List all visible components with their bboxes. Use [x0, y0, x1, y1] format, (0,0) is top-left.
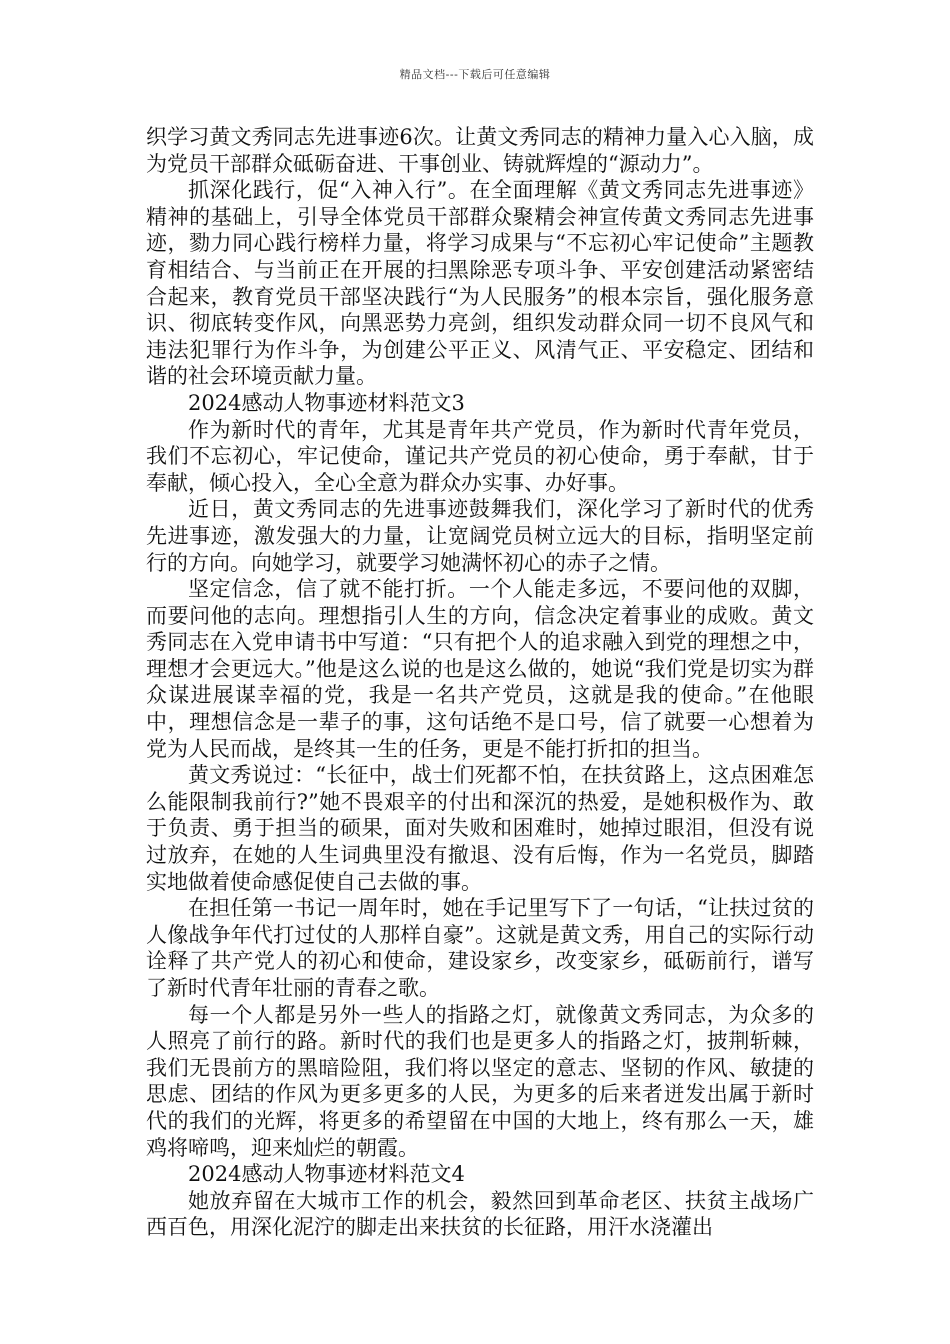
document-body — [146, 124, 814, 1241]
paragraph: 作为新时代的青年，尤其是青年共产党员，作为新时代青年党员，我们不忘初心，牢记使命，谨记共产党员的初心使命，勇于奉献，甘于奉献，倾心投入，全心全意为群众办实事、办好事。 — [146, 417, 814, 495]
paragraph: 在担任第一书记一周年时，她在手记里写下了一句话，“让扶过贫的人像战争年代打过仗的人那样自豪”。这就是黄文秀，用自己的实际行动诠释了共产党人的初心和使命，建设家乡，改变家乡，砥砺前行，谱写了新时代青年壮丽的青春之歌。 — [146, 896, 814, 1000]
paragraph: 织学习黄文秀同志先进事迹6次。让黄文秀同志的精神力量入心入脑，成为党员干部群众砥砺奋进、干事创业、铸就辉煌的“源动力”。 — [146, 125, 814, 176]
section-heading: 2024感动人物事迹材料范文3 — [188, 390, 465, 415]
section-heading: 2024感动人物事迹材料范文4 — [188, 1162, 465, 1187]
paragraph: 她放弃留在大城市工作的机会，毅然回到革命老区、扶贫主战场广西百色，用深化泥泞的脚走出来扶贫的长征路，用汗水浇灌出 — [146, 1188, 814, 1240]
paragraph: 坚定信念，信了就不能打折。一个人能走多远，不要问他的双脚，而要问他的志向。理想指引人生的方向，信念决定着事业的成败。黄文秀同志在入党申请书中写道：“只有把个人的追求融入到党的理想之中，理想才会更远大。”他是这么说的也是这么做的，她说“我们党是切实为群众谋进展谋幸福的党，我是一名共产党员，这就是我的使命。”在他眼中，理想信念是一辈子的事，这句话绝不是口号，信了就要一心想着为党为人民而战，是终其一生的任务，更是不能打折扣的担当。 — [146, 577, 814, 761]
paragraph: 黄文秀说过：“长征中，战士们死都不怕，在扶贫路上，这点困难怎么能限制我前行?”她不畏艰辛的付出和深沉的热爱，是她积极作为、敢于负责、勇于担当的硕果，面对失败和困难时，她掉过眼泪，但没有说过放弃，在她的人生词典里没有撤退、没有后悔，作为一名党员，脚踏实地做着使命感促使自己去做的事。 — [146, 763, 814, 894]
paragraph: 近日，黄文秀同志的先进事迹鼓舞我们，深化学习了新时代的优秀先进事迹，激发强大的力量，让宽阔党员树立远大的目标，指明坚定前行的方向。向她学习，就要学习她满怀初心的赤子之情。 — [146, 497, 814, 575]
paragraph: 每一个人都是另外一些人的指路之灯，就像黄文秀同志，为众多的人照亮了前行的路。新时代的我们也是更多人的指路之灯，披荆斩棘，我们无畏前方的黑暗险阻，我们将以坚定的意志、坚韧的作风、敏捷的思虑、团结的作风为更多更多的人民，为更多的后来者迸发出属于新时代的我们的光辉，将更多的希望留在中国的大地上，终有那么一天，雄鸡将啼鸣，迎来灿烂的朝霞。 — [146, 1002, 814, 1160]
page-header: 精品文档---下载后可任意编辑 — [399, 68, 551, 81]
paragraph: 抓深化践行，促“入神入行”。在全面理解《黄文秀同志先进事迹》精神的基础上，引导全体党员干部群众聚精会神宣传黄文秀同志先进事迹，勠力同心践行榜样力量，将学习成果与“不忘初心牢记使命”主题教育相结合、与当前正在开展的扫黑除恶专项斗争、平安创建活动紧密结合起来，教育党员干部坚决践行“为人民服务”的根本宗旨，强化服务意识、彻底转变作风，向黑恶势力亮剑，组织发动群众同一切不良风气和违法犯罪行为作斗争，为创建公平正义、风清气正、平安稳定、团结和谐的社会环境贡献力量。 — [146, 178, 814, 389]
